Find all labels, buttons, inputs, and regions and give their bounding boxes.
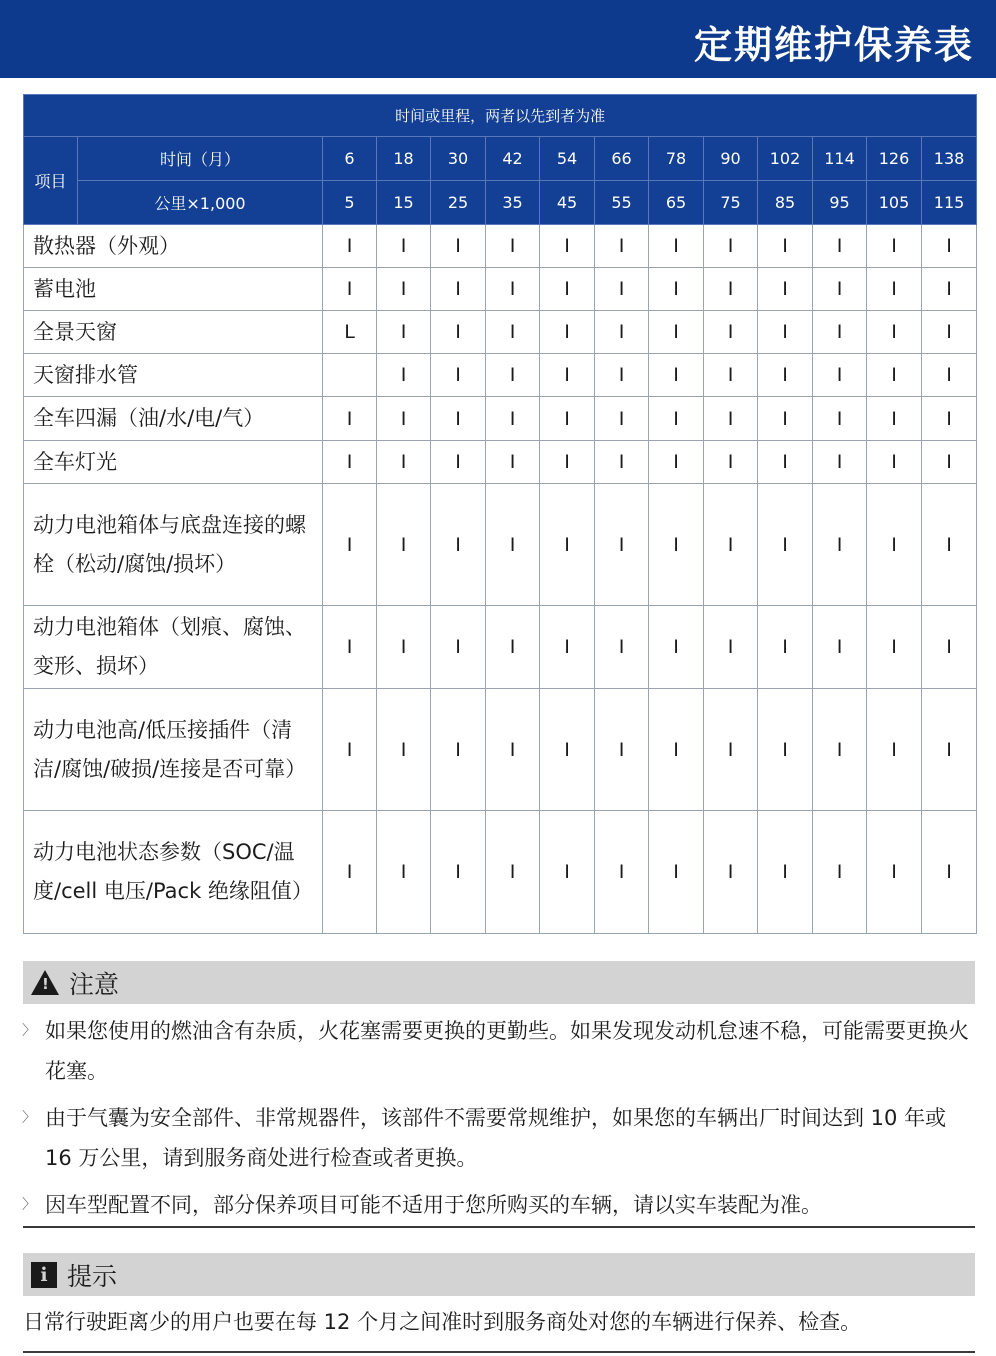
inspection-mark: I: [704, 354, 758, 397]
inspection-mark: I: [540, 225, 595, 268]
inspection-mark: I: [649, 689, 704, 811]
inspection-mark: I: [758, 268, 813, 311]
table-row: [24, 311, 977, 354]
inspection-mark: I: [486, 811, 540, 934]
inspection-mark: I: [813, 397, 867, 441]
inspection-mark: I: [649, 225, 704, 268]
month-header: 18: [377, 137, 431, 181]
caution-title: 注意: [69, 969, 120, 999]
km-row-header: 公里×1,000: [78, 181, 323, 225]
inspection-mark: I: [377, 268, 431, 311]
inspection-mark: I: [922, 354, 977, 397]
inspection-mark: I: [431, 441, 486, 484]
caution-item: [23, 1011, 975, 1091]
inspection-mark: I: [813, 811, 867, 934]
inspection-mark: I: [922, 311, 977, 354]
month-header: 66: [595, 137, 649, 181]
caution-item-text: 如果您使用的燃油含有杂质，火花塞需要更换的更勤些。如果发现发动机怠速不稳，可能需要更换火花塞。: [45, 1019, 969, 1083]
inspection-mark: I: [431, 606, 486, 689]
inspection-mark: I: [813, 268, 867, 311]
inspection-mark: [323, 354, 377, 397]
km-header: 15: [377, 181, 431, 225]
km-header: 55: [595, 181, 649, 225]
row-item-name: 动力电池高/低压接插件（清洁/腐蚀/破损/连接是否可靠）: [24, 689, 323, 811]
month-header: 90: [704, 137, 758, 181]
divider: [23, 1351, 975, 1353]
inspection-mark: I: [758, 441, 813, 484]
inspection-mark: I: [758, 689, 813, 811]
bullet-chevron-icon: 〉: [22, 1197, 36, 1213]
month-header: 42: [486, 137, 540, 181]
inspection-mark: I: [595, 484, 649, 606]
inspection-mark: I: [323, 441, 377, 484]
inspection-mark: I: [323, 689, 377, 811]
month-header: 6: [323, 137, 377, 181]
inspection-mark: I: [377, 606, 431, 689]
inspection-mark: I: [922, 397, 977, 441]
tip-title: 提示: [67, 1261, 118, 1291]
inspection-mark: I: [758, 397, 813, 441]
inspection-mark: I: [867, 311, 922, 354]
inspection-mark: I: [323, 225, 377, 268]
inspection-mark: I: [704, 689, 758, 811]
inspection-mark: I: [758, 484, 813, 606]
row-item-name: 动力电池箱体与底盘连接的螺栓（松动/腐蚀/损坏）: [24, 484, 323, 606]
inspection-mark: I: [922, 225, 977, 268]
inspection-mark: I: [649, 441, 704, 484]
header-bar: [0, 0, 996, 78]
km-header: 115: [922, 181, 977, 225]
inspection-mark: I: [704, 311, 758, 354]
bullet-chevron-icon: 〉: [22, 1110, 36, 1126]
table-row: [24, 354, 977, 397]
inspection-mark: I: [704, 441, 758, 484]
table-caption: 时间或里程，两者以先到者为准: [24, 95, 977, 137]
row-item-name: 动力电池箱体（划痕、腐蚀、变形、损坏）: [24, 606, 323, 689]
table-row: [24, 484, 977, 606]
table-row: [24, 268, 977, 311]
inspection-mark: I: [649, 484, 704, 606]
inspection-mark: I: [758, 606, 813, 689]
inspection-mark: I: [486, 441, 540, 484]
inspection-mark: I: [431, 225, 486, 268]
inspection-mark: I: [377, 311, 431, 354]
inspection-mark: I: [704, 484, 758, 606]
inspection-mark: I: [649, 268, 704, 311]
inspection-mark: I: [867, 268, 922, 311]
row-item-name: 全车灯光: [24, 441, 323, 484]
inspection-mark: L: [323, 311, 377, 354]
tip-section: [23, 1253, 975, 1342]
month-header: 102: [758, 137, 813, 181]
inspection-mark: I: [431, 354, 486, 397]
inspection-mark: I: [377, 225, 431, 268]
inspection-mark: I: [431, 268, 486, 311]
caution-item-text: 由于气囊为安全部件、非常规器件，该部件不需要常规维护，如果您的车辆出厂时间达到 10 年或 16 万公里，请到服务商处进行检查或者更换。: [45, 1106, 947, 1170]
inspection-mark: I: [486, 311, 540, 354]
inspection-mark: I: [595, 811, 649, 934]
table-row: [24, 441, 977, 484]
inspection-mark: I: [323, 811, 377, 934]
inspection-mark: I: [649, 397, 704, 441]
inspection-mark: I: [813, 225, 867, 268]
inspection-mark: I: [595, 397, 649, 441]
inspection-mark: I: [704, 397, 758, 441]
row-item-name: 天窗排水管: [24, 354, 323, 397]
inspection-mark: I: [758, 225, 813, 268]
inspection-mark: I: [813, 354, 867, 397]
inspection-mark: I: [486, 397, 540, 441]
inspection-mark: I: [431, 311, 486, 354]
inspection-mark: I: [486, 606, 540, 689]
page-title: 定期维护保养表: [693, 23, 974, 67]
inspection-mark: I: [377, 689, 431, 811]
inspection-mark: I: [922, 484, 977, 606]
inspection-mark: I: [431, 397, 486, 441]
inspection-mark: I: [323, 397, 377, 441]
inspection-mark: I: [649, 811, 704, 934]
table-row: [24, 811, 977, 934]
inspection-mark: I: [377, 354, 431, 397]
inspection-mark: I: [540, 441, 595, 484]
inspection-mark: I: [486, 484, 540, 606]
inspection-mark: I: [540, 606, 595, 689]
inspection-mark: I: [540, 397, 595, 441]
maintenance-schedule-table: [23, 94, 977, 934]
inspection-mark: I: [704, 268, 758, 311]
km-header: 95: [813, 181, 867, 225]
inspection-mark: I: [595, 441, 649, 484]
caution-item-text: 因车型配置不同，部分保养项目可能不适用于您所购买的车辆，请以实车装配为准。: [45, 1193, 822, 1217]
inspection-mark: I: [813, 441, 867, 484]
inspection-mark: I: [431, 689, 486, 811]
inspection-mark: I: [540, 311, 595, 354]
inspection-mark: I: [595, 268, 649, 311]
inspection-mark: I: [540, 268, 595, 311]
month-header: 30: [431, 137, 486, 181]
inspection-mark: I: [922, 689, 977, 811]
month-header: 78: [649, 137, 704, 181]
table-row: [24, 397, 977, 441]
km-header: 45: [540, 181, 595, 225]
inspection-mark: I: [704, 811, 758, 934]
tip-text: 日常行驶距离少的用户也要在每 12 个月之间准时到服务商处对您的车辆进行保养、检查。: [23, 1310, 862, 1334]
inspection-mark: I: [377, 397, 431, 441]
inspection-mark: I: [813, 311, 867, 354]
inspection-mark: I: [649, 311, 704, 354]
inspection-mark: I: [486, 268, 540, 311]
info-icon: i: [31, 1262, 57, 1288]
inspection-mark: I: [813, 484, 867, 606]
inspection-mark: I: [867, 689, 922, 811]
inspection-mark: I: [867, 606, 922, 689]
inspection-mark: I: [867, 225, 922, 268]
row-item-name: 蓄电池: [24, 268, 323, 311]
inspection-mark: I: [649, 354, 704, 397]
inspection-mark: I: [867, 441, 922, 484]
inspection-mark: I: [758, 811, 813, 934]
caution-section: [23, 961, 975, 1225]
month-header: 54: [540, 137, 595, 181]
inspection-mark: I: [758, 311, 813, 354]
inspection-mark: I: [867, 811, 922, 934]
inspection-mark: I: [922, 441, 977, 484]
inspection-mark: I: [922, 606, 977, 689]
inspection-mark: I: [704, 225, 758, 268]
km-header: 35: [486, 181, 540, 225]
tip-header: [23, 1253, 975, 1296]
inspection-mark: I: [704, 606, 758, 689]
month-header: 114: [813, 137, 867, 181]
inspection-mark: I: [813, 689, 867, 811]
table-row: [24, 225, 977, 268]
inspection-mark: I: [595, 311, 649, 354]
inspection-mark: I: [323, 606, 377, 689]
inspection-mark: I: [867, 397, 922, 441]
km-header: 25: [431, 181, 486, 225]
inspection-mark: I: [595, 354, 649, 397]
table-row: [24, 606, 977, 689]
inspection-mark: I: [595, 606, 649, 689]
inspection-mark: I: [323, 268, 377, 311]
caution-item: [23, 1098, 975, 1178]
caution-item: [23, 1185, 975, 1225]
inspection-mark: I: [595, 689, 649, 811]
row-item-name: 全车四漏（油/水/电/气）: [24, 397, 323, 441]
km-header: 75: [704, 181, 758, 225]
caution-header: [23, 961, 975, 1004]
inspection-mark: I: [377, 441, 431, 484]
inspection-mark: I: [431, 484, 486, 606]
inspection-mark: I: [377, 484, 431, 606]
inspection-mark: I: [486, 354, 540, 397]
inspection-mark: I: [540, 689, 595, 811]
inspection-mark: I: [649, 606, 704, 689]
row-item-name: 动力电池状态参数（SOC/温度/cell 电压/Pack 绝缘阻值）: [24, 811, 323, 934]
inspection-mark: I: [540, 484, 595, 606]
km-header: 85: [758, 181, 813, 225]
inspection-mark: I: [595, 225, 649, 268]
inspection-mark: I: [867, 484, 922, 606]
inspection-mark: I: [431, 811, 486, 934]
caution-list: [23, 1011, 975, 1225]
table-row: [24, 689, 977, 811]
divider: [23, 1226, 975, 1228]
time-row-header: 时间（月）: [78, 137, 323, 181]
km-header: 105: [867, 181, 922, 225]
inspection-mark: I: [486, 225, 540, 268]
row-item-name: 散热器（外观）: [24, 225, 323, 268]
inspection-mark: I: [922, 268, 977, 311]
inspection-mark: I: [377, 811, 431, 934]
km-header: 5: [323, 181, 377, 225]
item-column-header: 项目: [24, 137, 78, 225]
inspection-mark: I: [540, 354, 595, 397]
bullet-chevron-icon: 〉: [22, 1023, 36, 1039]
km-header: 65: [649, 181, 704, 225]
warning-triangle-icon: !: [31, 970, 59, 995]
inspection-mark: I: [323, 484, 377, 606]
inspection-mark: I: [867, 354, 922, 397]
inspection-mark: I: [540, 811, 595, 934]
inspection-mark: I: [922, 811, 977, 934]
row-item-name: 全景天窗: [24, 311, 323, 354]
month-header: 126: [867, 137, 922, 181]
inspection-mark: I: [486, 689, 540, 811]
inspection-mark: I: [813, 606, 867, 689]
inspection-mark: I: [758, 354, 813, 397]
month-header: 138: [922, 137, 977, 181]
